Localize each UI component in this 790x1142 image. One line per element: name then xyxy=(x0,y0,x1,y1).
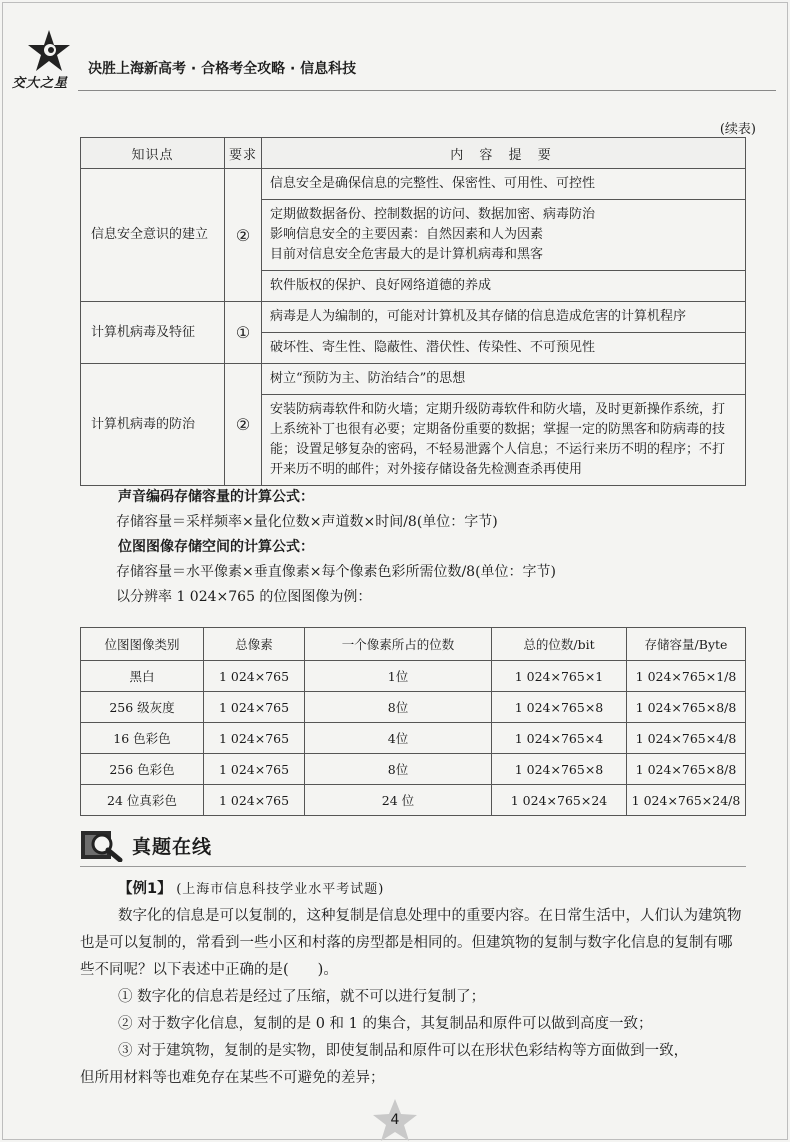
section-divider xyxy=(80,866,746,867)
knowledge-point: 信息安全意识的建立 xyxy=(81,169,225,302)
table-cell: 8位 xyxy=(305,692,492,723)
table-row xyxy=(81,723,746,754)
formula-section xyxy=(118,485,556,610)
content-cell: 安装防病毒软件和防火墙；定期升级防毒软件和防火墙，及时更新操作系统，打上系统补丁也很有必要；定期备份重要的数据；掌握一定的防黑客和防病毒的技能；设置足够复杂的密码，不轻易泄露个人信息；不运行来历不明的程序；不打开来历不明的邮件；对外接存储设备先检测查杀再使用 xyxy=(262,395,746,486)
section-title: 真题在线 xyxy=(132,835,213,858)
column-header: 一个像素所占的位数 xyxy=(305,628,492,661)
column-header: 位图图像类别 xyxy=(81,628,204,661)
star-logo-icon xyxy=(26,28,72,74)
table-cell: 1位 xyxy=(305,661,492,692)
page-number: 4 xyxy=(390,1112,400,1128)
column-header: 总像素 xyxy=(204,628,305,661)
requirement-level: ① xyxy=(225,302,262,364)
example-label: 【例1】 xyxy=(118,881,172,897)
table-cell: 24 位真彩色 xyxy=(81,785,204,816)
column-header: 总的位数/bit xyxy=(492,628,627,661)
example-option: ② 对于数字化信息，复制的是 0 和 1 的集合，其复制品和原件可以做到高度一致； xyxy=(118,1016,653,1032)
bitmap-formula: 存储容量＝水平像素×垂直像素×每个像素色彩所需位数/8(单位：字节) xyxy=(116,564,557,580)
example-stem: 数字化的信息是可以复制的，这种复制是信息处理中的重要内容。在日常生活中，人们认为建筑物也是可以复制的，常看到一些小区和村落的房型都是相同的。但建筑物的复制与数字化信息的复制有哪些不同呢？以下表述中正确的是( )。 xyxy=(80,908,742,978)
content-line: 定期做数据备份、控制数据的访问、数据加密、病毒防治 xyxy=(270,207,596,222)
example-intro: 以分辨率 1 024×765 的位图图像为例： xyxy=(116,589,372,605)
example-source: (上海市信息科技学业水平考试题) xyxy=(176,882,385,897)
knowledge-point: 计算机病毒的防治 xyxy=(81,364,225,486)
example-option: ③ 对于建筑物，复制的是实物，即使复制品和原件可以在形状色彩结构等方面做到一致， xyxy=(118,1043,689,1059)
column-header: 要求 xyxy=(225,138,262,169)
knowledge-point: 计算机病毒及特征 xyxy=(81,302,225,364)
requirement-level: ② xyxy=(225,364,262,486)
content-line: 影响信息安全的主要因素：自然因素和人为因素 xyxy=(270,227,544,242)
table-row xyxy=(81,661,746,692)
example-option: ① 数字化的信息若是经过了压缩，就不可以进行复制了； xyxy=(118,989,486,1005)
table-row xyxy=(81,169,746,200)
continued-label: (续表) xyxy=(719,122,756,137)
header-divider xyxy=(78,90,776,91)
table-cell: 1 024×765×4 xyxy=(492,723,627,754)
table-cell: 1 024×765×8/8 xyxy=(627,754,746,785)
table-row xyxy=(81,785,746,816)
table-cell: 1 024×765 xyxy=(204,785,305,816)
knowledge-table xyxy=(80,137,746,486)
table-header-row xyxy=(81,138,746,169)
table-row xyxy=(81,754,746,785)
example-block xyxy=(80,876,746,1092)
table-cell: 1 024×765 xyxy=(204,754,305,785)
content-line: 目前对信息安全危害最大的是计算机病毒和黑客 xyxy=(270,247,544,262)
table-row xyxy=(81,302,746,333)
table-cell: 256 色彩色 xyxy=(81,754,204,785)
page-header-title: 决胜上海新高考 · 合格考全攻略 · 信息科技 xyxy=(88,61,357,77)
table-cell: 1 024×765×24 xyxy=(492,785,627,816)
logo-text: 交大之星 xyxy=(12,76,69,91)
table-header-row xyxy=(81,628,746,661)
sound-formula: 存储容量＝采样频率×量化位数×声道数×时间/8(单位：字节) xyxy=(116,514,498,530)
bitmap-formula-title: 位图图像存储空间的计算公式： xyxy=(118,539,314,555)
section-heading xyxy=(80,828,212,862)
column-header: 内 容 提 要 xyxy=(262,138,746,169)
content-cell: 信息安全是确保信息的完整性、保密性、可用性、可控性 xyxy=(262,169,746,200)
requirement-level: ② xyxy=(225,169,262,302)
table-cell: 1 024×765×8 xyxy=(492,692,627,723)
table-row xyxy=(81,364,746,395)
table-cell: 黑白 xyxy=(81,661,204,692)
table-cell: 1 024×765×1 xyxy=(492,661,627,692)
table-cell: 24 位 xyxy=(305,785,492,816)
sound-formula-title: 声音编码存储容量的计算公式： xyxy=(118,489,314,505)
content-cell xyxy=(262,200,746,271)
table-cell: 8位 xyxy=(305,754,492,785)
table-cell: 1 024×765×8 xyxy=(492,754,627,785)
table-cell: 1 024×765 xyxy=(204,723,305,754)
table-cell: 4位 xyxy=(305,723,492,754)
content-cell: 树立“预防为主、防治结合”的思想 xyxy=(262,364,746,395)
table-cell: 256 级灰度 xyxy=(81,692,204,723)
table-row xyxy=(81,692,746,723)
table-cell: 1 024×765×8/8 xyxy=(627,692,746,723)
table-cell: 1 024×765×4/8 xyxy=(627,723,746,754)
content-cell: 病毒是人为编制的，可能对计算机及其存储的信息造成危害的计算机程序 xyxy=(262,302,746,333)
table-cell: 1 024×765×24/8 xyxy=(627,785,746,816)
content-cell: 破坏性、寄生性、隐蔽性、潜伏性、传染性、不可预见性 xyxy=(262,333,746,364)
example-continuation: 但所用材料等也难免存在某些不可避免的差异； xyxy=(80,1070,385,1086)
column-header: 存储容量/Byte xyxy=(627,628,746,661)
magnifier-book-icon xyxy=(80,828,124,862)
table-cell: 1 024×765×1/8 xyxy=(627,661,746,692)
table-cell: 16 色彩色 xyxy=(81,723,204,754)
table-cell: 1 024×765 xyxy=(204,661,305,692)
table-cell: 1 024×765 xyxy=(204,692,305,723)
content-cell: 软件版权的保护、良好网络道德的养成 xyxy=(262,271,746,302)
example-header xyxy=(80,876,746,903)
bitmap-storage-table xyxy=(80,627,746,816)
column-header: 知识点 xyxy=(81,138,225,169)
